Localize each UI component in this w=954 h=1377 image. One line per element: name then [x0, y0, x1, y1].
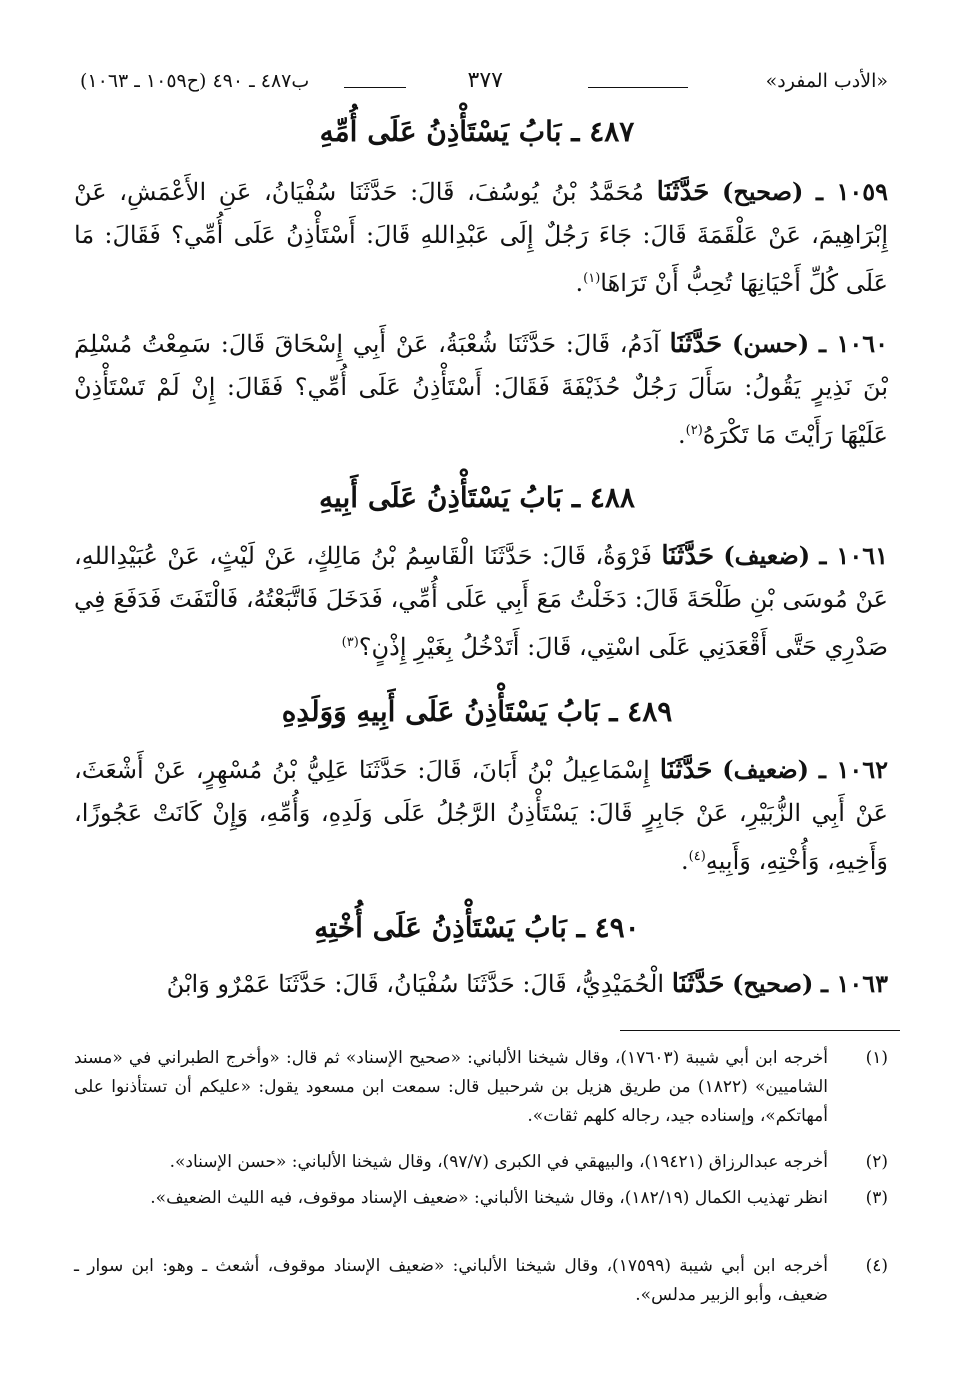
hadith-grade: (حسن): [731, 329, 810, 358]
hadith-end: .: [575, 269, 584, 297]
chapter-title: ٤٨٨ ـ بَابُ يَسْتَأْذِنُ عَلَى أَبِيهِ: [319, 481, 635, 514]
haddathana: حَدَّثَنَا: [656, 177, 710, 207]
haddathana: حَدَّثَنَا: [671, 969, 725, 999]
hadith-end: .: [681, 847, 689, 875]
hadith-1063: [74, 962, 888, 1006]
footnote-ref: (٢): [685, 423, 703, 438]
footnote-text: أخرجه ابن أبي شيبة (١٧٦٠٣)، وقال شيخنا الألباني: «صحيح الإسناد» ثم قال: «وأخرج الطبراني في «مسند الشاميين» (١٨٢٢) من طريق هزيل بن شرحبيل قال: سمعت ابن مسعود يقول: «عليكم أن تستأذنوا على أمهاتكم»، وإسناده جيد، رجاله كلهم ثقات».: [74, 1048, 829, 1126]
hadith-number: ١٠٦٢ ـ: [818, 755, 888, 784]
hadith-text: آدَمُ، قَالَ: حَدَّثَنَا شُعْبَةُ، عَنْ أَبِي إِسْحَاقَ قَالَ: سَمِعْتُ مُسْلِمَ بْنَ نَذِيرٍ يَقُولُ: سَأَلَ رَجُلٌ حُذَيْفَةَ فَقَالَ: أَسْتَأْذِنُ عَلَى أُمِّي؟ فَقَالَ: إِنْ لَمْ تَسْتَأْذِنْ عَلَيْهَا رَأَيْتَ مَا تَكْرَهُ: [74, 330, 888, 449]
header-rule: [344, 87, 406, 88]
footnote-ref: (١): [583, 271, 601, 286]
header-range: ب٤٨٧ ـ ٤٩٠ (ح١٠٥٩ ـ ١٠٦٣): [80, 70, 310, 92]
hadith-text: مُحَمَّدُ بْنُ يُوسُفَ، قَالَ: حَدَّثَنَا سُفْيَانُ، عَنِ الأَعْمَشِ، عَنْ إِبْرَاهِيمَ، عَنْ عَلْقَمَةَ قَالَ: جَاءَ رَجُلٌ إِلَى عَبْدِاللهِ قَالَ: أَسْتَأْذِنُ عَلَى أُمِّي؟ فَقَالَ: مَا عَلَى كُلِّ أَحْيَانِهَا تُحِبُّ أَنْ تَرَاهَا: [74, 178, 888, 297]
hadith-text: إِسْمَاعِيلُ بْنُ أَبَانَ، قَالَ: حَدَّثَنَا عَلِيُّ بْنُ مُسْهِرٍ، عَنْ أَشْعَثَ، عَنْ أَبِي الزُّبَيْرِ، عَنْ جَابِرٍ قَالَ: يَسْتَأْذِنُ الرَّجُلُ عَلَى وَلَدِهِ، وَأُمِّهِ، وَإِنْ كَانَتْ عَجُوزًا، وَأَخِيهِ، وَأُخْتِهِ، وَأَبِيهِ: [74, 756, 888, 875]
footnote-mark: (٢): [865, 1152, 888, 1172]
running-header: [80, 66, 888, 96]
header-rule: [588, 87, 688, 88]
page-number: ٣٧٧: [467, 68, 503, 93]
footnote-mark: (٣): [865, 1188, 888, 1208]
hadith-text: فَرْوَةُ، قَالَ: حَدَّثَنَا الْقَاسِمُ بْنُ مَالِكٍ، عَنْ لَيْثٍ، عَنْ عُبَيْدِاللهِ، عَنْ مُوسَى بْنِ طَلْحَةَ قَالَ: دَخَلْتُ مَعَ أَبِي عَلَى أُمِّي، فَدَخَلَ فَاتَّبَعْتُهُ، فَالْتَفَتَ فَدَفَعَ فِي صَدْرِي حَتَّى أَقْعَدَنِي عَلَى اسْتِي، قَالَ: أَتَدْخُلُ بِغَيْرِ إِذْنٍ؟: [74, 542, 888, 661]
chapter-title: ٤٩٠ ـ بَابُ يَسْتَأْذِنُ عَلَى أُخْتِهِ: [314, 911, 640, 944]
footnote-text: انظر تهذيب الكمال (١٨٢/١٩)، وقال شيخنا الألباني: «ضعيف الإسناد موقوف، فيه الليث الضعيف».: [150, 1188, 828, 1208]
hadith-number: ١٠٥٩ ـ: [816, 177, 888, 206]
hadith-grade: (ضعيف): [723, 541, 811, 570]
footnote-4: [74, 1252, 888, 1310]
hadith-1062: [74, 748, 888, 883]
hadith-text: الْحُمَيْدِيُّ، قَالَ: حَدَّثَنَا سُفْيَانُ، قَالَ: حَدَّثَنَا عَمْرٌو وَابْنُ: [166, 970, 665, 998]
hadith-number: ١٠٦٣ ـ: [821, 969, 888, 998]
haddathana: حَدَّثَنَا: [661, 541, 715, 571]
hadith-1061: [74, 534, 888, 669]
haddathana: حَدَّثَنَا: [659, 755, 713, 785]
chapter-title: ٤٨٧ ـ بَابُ يَسْتَأْذِنُ عَلَى أُمِّهِ: [319, 115, 635, 148]
hadith-1060: [74, 322, 888, 457]
footnote-ref: (٣): [341, 635, 359, 650]
footnote-2: [74, 1148, 888, 1177]
hadith-end: .: [678, 421, 686, 449]
footnote-text: أخرجه عبدالرزاق (١٩٤٢١)، والبيهقي في الكبرى (٩٧/٧)، وقال شيخنا الألباني: «حسن الإسناد».: [169, 1152, 828, 1172]
hadith-grade: (ضعيف): [722, 755, 810, 784]
hadith-1059: [74, 170, 888, 305]
footnote-mark: (١): [865, 1048, 888, 1068]
hadith-number: ١٠٦١ ـ: [819, 541, 888, 570]
footnote-text: أخرجه ابن أبي شيبة (١٧٥٩٩)، وقال شيخنا الألباني: «ضعيف الإسناد موقوف، أشعث ـ وهو: ابن سوار ـ ضعيف، وأبو الزبير مدلس».: [74, 1256, 828, 1305]
footnote-1: [74, 1044, 888, 1131]
book-title: «الأدب المفرد»: [765, 70, 888, 92]
footnote-ref: (٤): [688, 849, 706, 864]
hadith-number: ١٠٦٠ ـ: [818, 329, 888, 358]
chapter-title: ٤٨٩ ـ بَابُ يَسْتَأْذِنُ عَلَى أَبِيهِ وَوَلَدِهِ: [281, 695, 673, 728]
footnote-rule: [620, 1030, 900, 1031]
footnote-mark: (٤): [865, 1256, 888, 1276]
footnote-3: [74, 1184, 888, 1213]
hadith-grade: (صحيح): [722, 177, 804, 206]
haddathana: حَدَّثَنَا: [669, 329, 723, 359]
hadith-grade: (صحيح): [732, 969, 814, 998]
